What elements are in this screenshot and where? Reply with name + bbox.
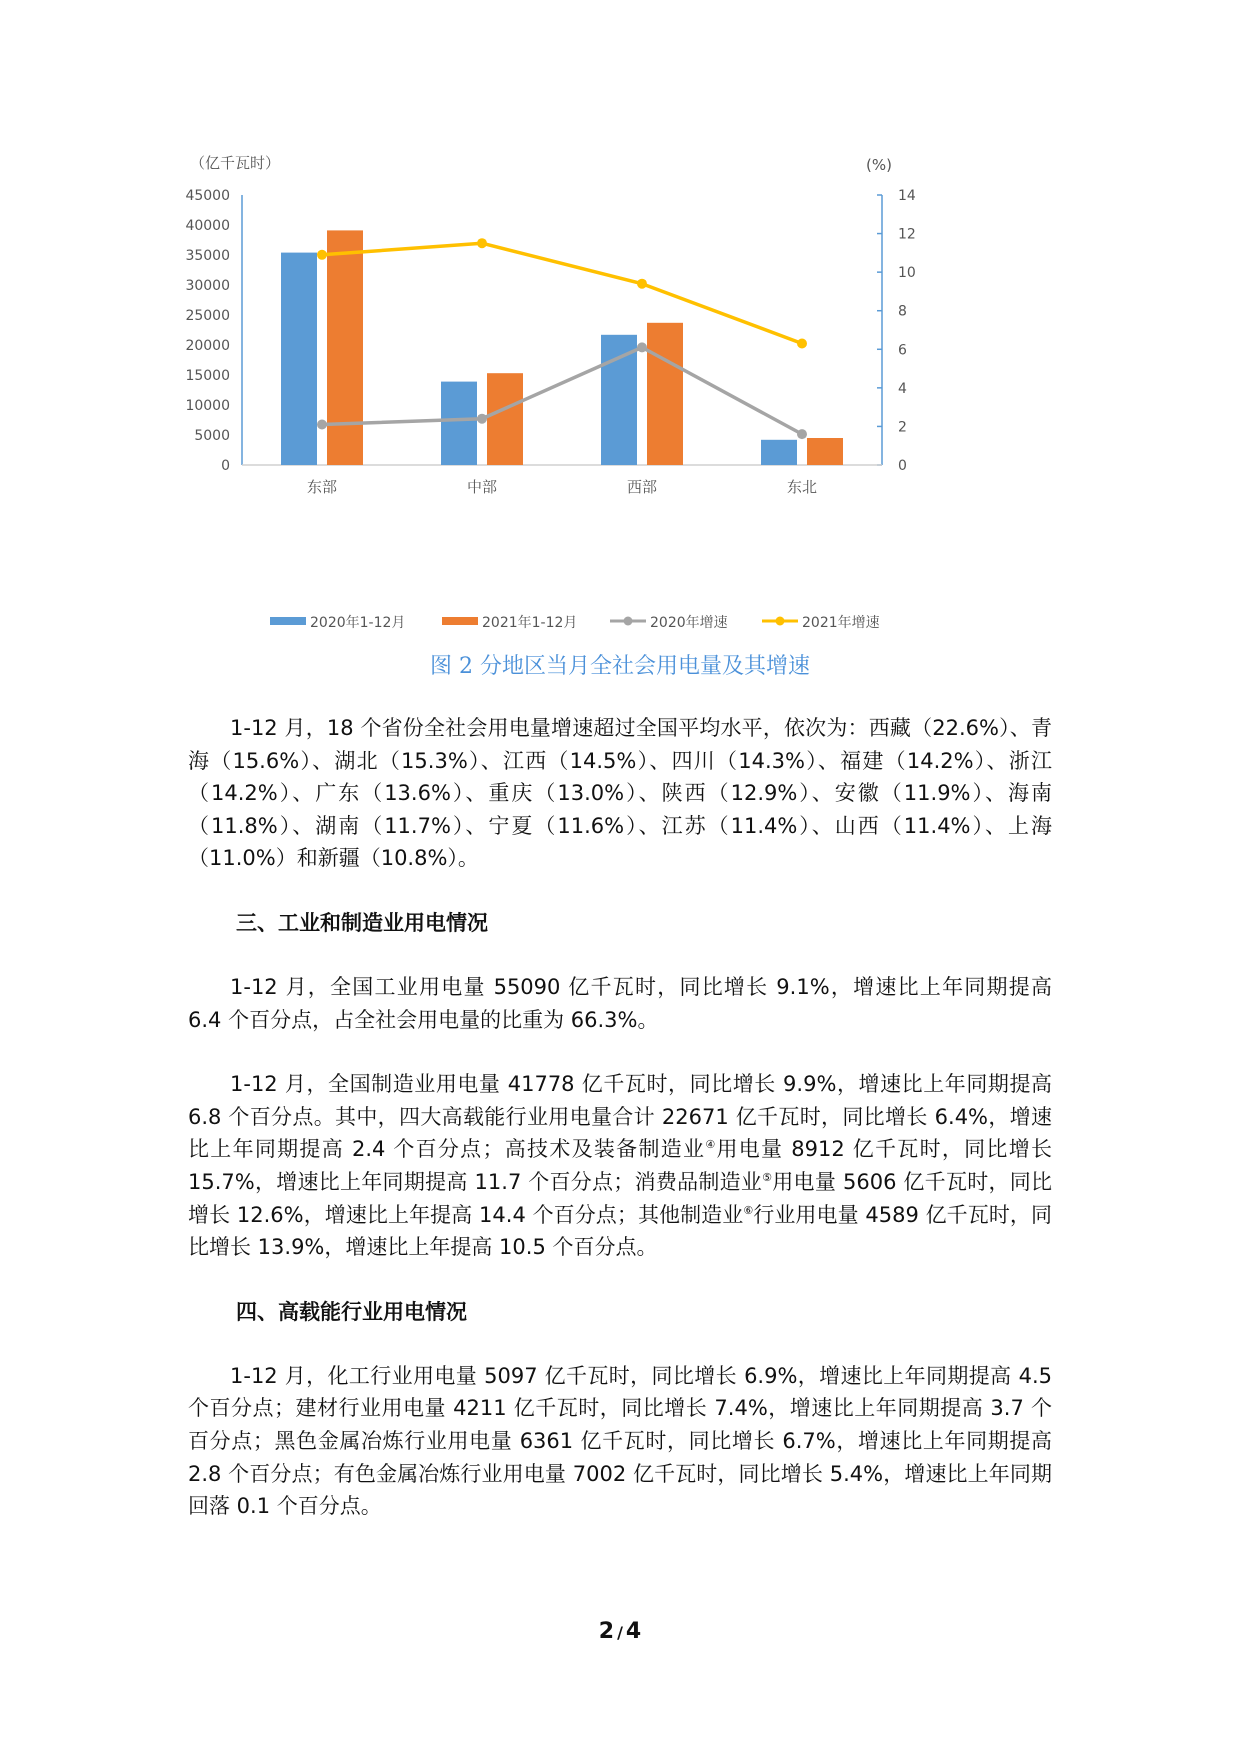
legend-swatch-marker — [624, 617, 633, 626]
y-left-tick-label: 15000 — [185, 368, 230, 384]
x-category-label: 中部 — [466, 478, 498, 496]
footnote-marker-6: ⑥ — [743, 1203, 754, 1217]
y-left-axis-title: （亿千瓦时） — [190, 154, 281, 172]
bar-2020-0 — [281, 253, 317, 465]
legend-swatch-bar — [442, 617, 478, 625]
document-body — [188, 712, 1052, 1523]
paragraph-manufacturing-power — [188, 1068, 1052, 1264]
legend-label: 2021年1-12月 — [482, 615, 578, 631]
y-left-tick-label: 45000 — [185, 188, 230, 204]
y-right-axis-title: (%) — [866, 156, 892, 174]
y-right-tick-label: 0 — [898, 458, 907, 474]
page-current: 2 — [598, 1619, 615, 1644]
point-2020-growth-1 — [477, 414, 487, 424]
y-left-tick-label: 0 — [221, 458, 230, 474]
point-2021-growth-3 — [797, 339, 807, 349]
x-category-label: 西部 — [626, 478, 658, 496]
y-right-tick-label: 14 — [898, 188, 916, 204]
point-2020-growth-2 — [637, 342, 647, 352]
page-number — [0, 1619, 1240, 1644]
y-right-tick-label: 10 — [898, 265, 916, 282]
legend-label: 2020年增速 — [650, 615, 728, 631]
bar-2020-1 — [441, 382, 477, 465]
paragraph-energy-intensive: 1-12 月，化工行业用电量 5097 亿千瓦时，同比增长 6.9%，增速比上年同期提高 4.5 个百分点；建材行业用电量 4211 亿千瓦时，同比增长 7.4%，增速比上年同期提高 3.7 个百分点；黑色金属冶炼行业用电量 6361 亿千瓦时，同比增长 6.7%，增速比上年同期提高 2.8 个百分点；有色金属冶炼行业用电量 7002 亿千瓦时，同比增长 5.4%，增速比上年同期回落 0.1 个百分点。 — [188, 1363, 1052, 1519]
line-series-2021-growth — [322, 243, 802, 343]
paragraph-industrial-power: 1-12 月，全国工业用电量 55090 亿千瓦时，同比增长 9.1%，增速比上年同期提高 6.4 个百分点，占全社会用电量的比重为 66.3%。 — [188, 974, 1052, 1032]
bar-2021-1 — [487, 373, 523, 465]
y-left-tick-label: 5000 — [194, 428, 230, 444]
point-2020-growth-3 — [797, 429, 807, 439]
section-heading-energy-intensive: 四、高载能行业用电情况 — [236, 1299, 467, 1324]
page-separator: / — [617, 1623, 623, 1642]
figure-caption: 图 2 分地区当月全社会用电量及其增速 — [430, 654, 810, 679]
point-2021-growth-0 — [317, 250, 327, 260]
y-left-tick-label: 20000 — [185, 338, 230, 354]
point-2021-growth-1 — [477, 238, 487, 248]
legend-swatch-bar — [270, 617, 306, 625]
y-right-tick-label: 4 — [898, 380, 907, 397]
y-left-tick-label: 25000 — [185, 308, 230, 324]
y-right-tick-label: 6 — [898, 342, 907, 359]
legend-swatch-marker — [776, 617, 785, 626]
y-left-tick-label: 30000 — [185, 278, 230, 294]
y-right-tick-label: 8 — [898, 303, 907, 320]
y-left-tick-label: 40000 — [185, 218, 230, 234]
page-total: 4 — [625, 1619, 642, 1644]
x-category-label: 东北 — [786, 478, 818, 496]
line-series-2020-growth — [322, 347, 802, 434]
y-right-tick-label: 12 — [898, 226, 916, 243]
y-right-tick-label: 2 — [898, 419, 907, 436]
bar-2021-2 — [647, 323, 683, 465]
bar-2021-3 — [807, 438, 843, 465]
manufacturing-text-2: 用电量 8912 亿千瓦时，同比增长 15.7%，增速比上年同期提高 11.7 个百分点；消费品制造业 — [188, 1137, 1052, 1194]
legend-label: 2021年增速 — [802, 615, 880, 631]
manufacturing-text-3: 用电量 5606 亿千瓦时，同比增长 12.6%，增速比上年提高 14.4 个百分点；其他制造业 — [188, 1169, 1052, 1227]
section-heading-industry: 三、工业和制造业用电情况 — [236, 910, 488, 935]
bar-2020-2 — [601, 335, 637, 465]
y-left-tick-label: 10000 — [185, 398, 230, 414]
manufacturing-text-1: 1-12 月，全国制造业用电量 41778 亿千瓦时，同比增长 9.9%，增速比上年同期提高 6.8 个百分点。其中，四大高载能行业用电量合计 22671 亿千瓦时，同比增长 6.4%，增速比上年同期提高 2.4 个百分点；高技术及装备制造业 — [188, 1072, 1052, 1162]
regional-electricity-chart — [180, 150, 1060, 650]
point-2021-growth-2 — [637, 279, 647, 289]
point-2020-growth-0 — [317, 420, 327, 430]
footnote-marker-5: ⑤ — [762, 1170, 773, 1184]
paragraph-provinces: 1-12 月，18 个省份全社会用电量增速超过全国平均水平，依次为：西藏（22.6%）、青海（15.6%）、湖北（15.3%）、江西（14.5%）、四川（14.3%）、福建（14.2%）、浙江（14.2%）、广东（13.6%）、重庆（13.0%）、陕西（12.9%）、安徽（11.9%）、海南（11.8%）、湖南（11.7%）、宁夏（11.6%）、江苏（11.4%）、山西（11.4%）、上海（11.0%）和新疆（10.8%）。 — [188, 716, 1052, 871]
footnote-marker-4: ④ — [705, 1138, 717, 1152]
bar-2021-0 — [327, 230, 363, 465]
manufacturing-text-4: 行业用电量 4589 亿千瓦时，同比增长 13.9%，增速比上年提高 10.5 个百分点。 — [188, 1202, 1052, 1260]
y-left-tick-label: 35000 — [185, 248, 230, 264]
legend-label: 2020年1-12月 — [310, 615, 406, 631]
x-category-label: 东部 — [306, 478, 338, 496]
bar-2020-3 — [761, 440, 797, 465]
